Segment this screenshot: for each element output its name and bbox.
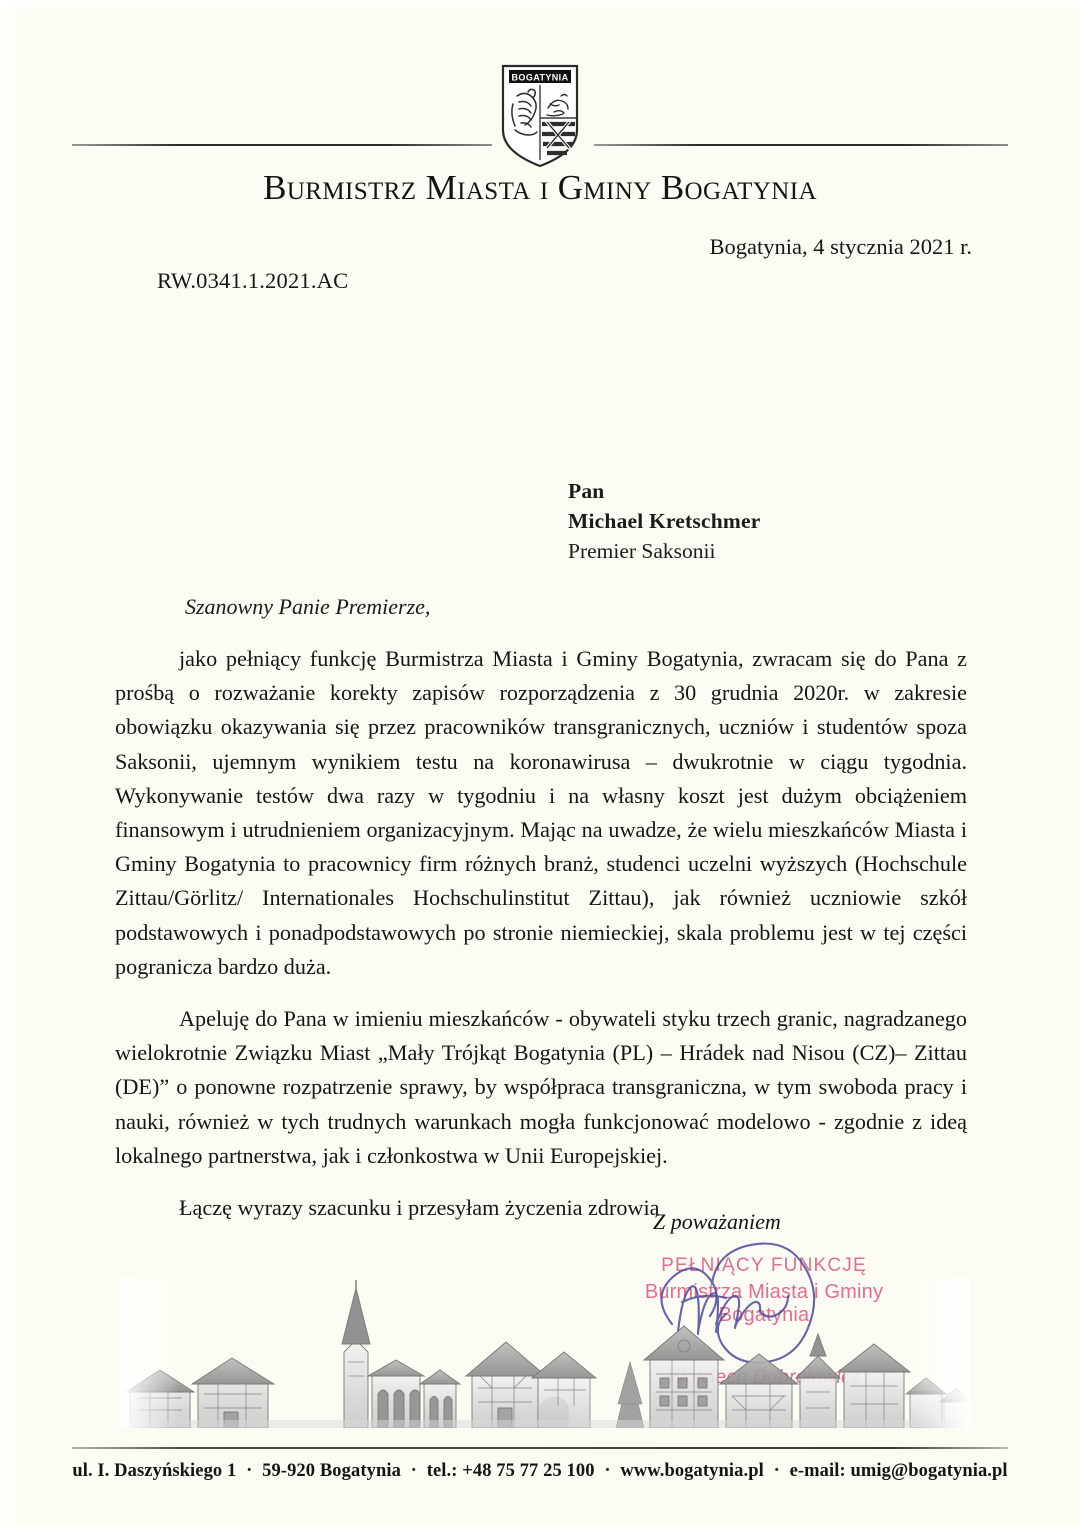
page-title: Burmistrz Miasta i Gminy Bogatynia [263,168,817,207]
body-paragraph-2: Apeluję do Pana w imieniu mieszkańców - obywateli styku trzech granic, nagradzanego wielokrotnie Związku Miast „Mały Trójkąt Bogatynia (PL) – Hrádek nad Nisou (CZ)– Zittau (DE)” o ponowne rozpatrzenie sprawy, by współpraca transgraniczna, w tym swoboda pracy i nauki, również w tych trudnych warunkach mogła funkcjonować modelowo - zgodnie z ideą lokalnego partnerstwa, jak i członkostwa w Unii Europejskiej. [115,1006,967,1168]
addressee-honorific: Pan [568,479,605,503]
stamp-line-1: PEŁNIĄCY FUNKCJĘ [661,1255,867,1276]
footer-rule [72,1447,1008,1449]
closing-regards: Z poważaniem [653,1209,781,1234]
footer-contact-line [0,1461,1080,1482]
scan-edge-top [0,0,1080,14]
scan-edge-left [0,0,26,1527]
body-paragraph-1: jako pełniący funkcję Burmistrza Miasta i Gminy Bogatynia, zwracam się do Pana z prośbą o rozważanie korekty zapisów rozporządzenia z 30 grudnia 2020r. w zakresie obowiązku okazywania się przez pracowników transgranicznych, uczniów i studentów spoza Saksonii, ujemnym wynikiem testu na koronawirusa – dwukrotnie w ciągu tygodnia. Wykonywanie testów dwa razy w tygodniu i na własny koszt jest dużym obciążeniem finansowym i utrudnieniem organizacyjnym. Mając na uwadze, że wielu mieszkańców Miasta i Gminy Bogatynia to pracownicy firm różnych branż, studenci uczelni wyższych (Hochschule Zittau/Görlitz/ Internationales Hochschulinstitut Zittau), jak również uczniowie szkół podstawowych i ponadpodstawowych po stronie niemieckiej, skala problemu jest w tej części pogranicza bardzo duża. [115,646,967,979]
place-and-date: Bogatynia, 4 stycznia 2021 r. [709,234,972,259]
header-rule-left [72,144,492,146]
footer-separator-1: · [246,1461,253,1481]
body-paragraph-3: Łączę wyrazy szacunku i przesyłam życzenia zdrowia [179,1195,660,1221]
coat-of-arms-icon [497,60,583,170]
header-rule-right [594,144,1008,146]
addressee-block [568,476,760,566]
addressee-position: Premier Saksonii [568,539,716,563]
footer-email[interactable]: e-mail: umig@bogatynia.pl [789,1461,1008,1481]
reference-number: RW.0341.1.2021.AC [157,268,349,293]
salutation: Szanowny Panie Premierze, [185,594,431,619]
crest-banner-text: BOGATYNIA [511,72,569,83]
footer-phone: tel.: +48 75 77 25 100 [426,1461,595,1481]
addressee-name: Michael Kretschmer [568,509,761,533]
town-panorama-illustration [120,1278,970,1428]
footer-website[interactable]: www.bogatynia.pl [620,1461,764,1481]
footer-city: 59-920 Bogatynia [262,1461,401,1481]
letter-body [115,642,967,1225]
footer-street: ul. I. Daszyńskiego 1 [72,1461,237,1481]
footer-separator-4: · [773,1461,780,1481]
footer-separator-2: · [410,1461,417,1481]
letterhead [0,56,1080,176]
footer-separator-3: · [604,1461,611,1481]
